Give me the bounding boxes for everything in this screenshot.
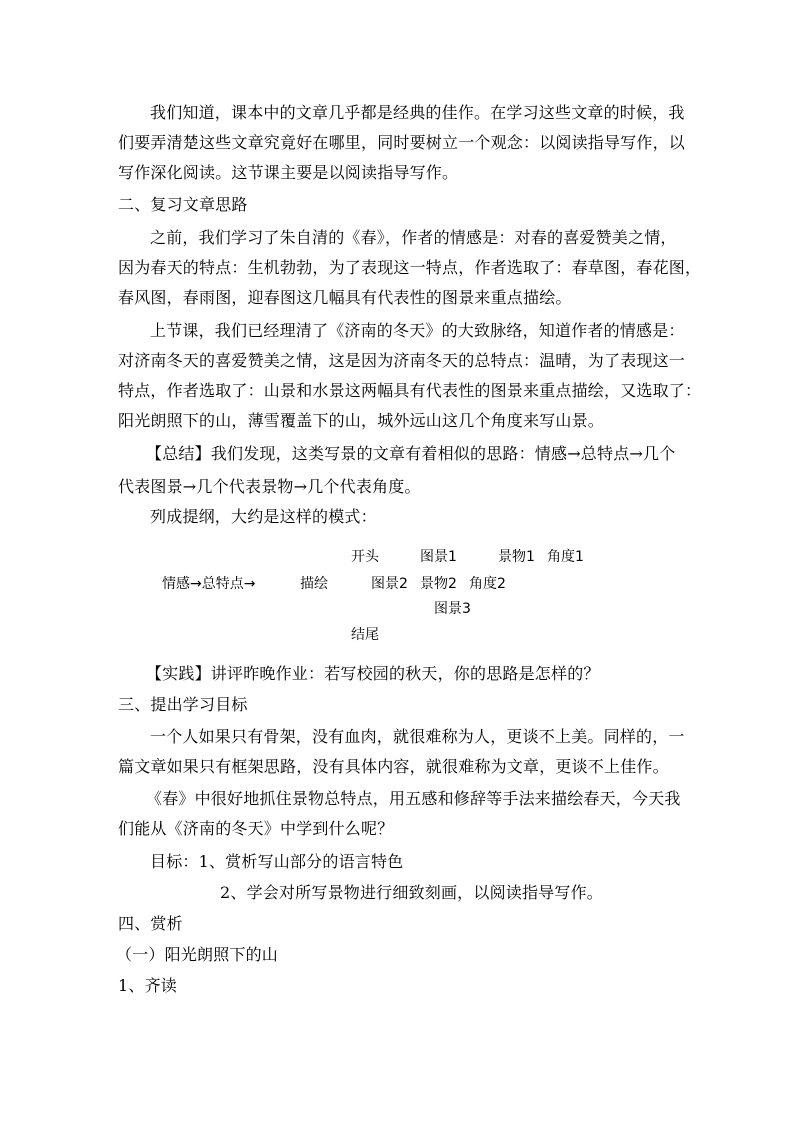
outline-jiewei: 结尾 [351,627,379,643]
paragraph-winter-line1: 上节课，我们已经理清了《济南的冬天》的大致脉络，知道作者的情感是： [150,321,685,340]
section-heading-review: 二、复习文章思路 [118,195,248,214]
outline-jingwu1: 景物1 [498,549,535,565]
goal-item-2: 2、学会对所写景物进行细致刻画，以阅读指导写作。 [220,883,603,902]
outline-miaohui: 描绘 [300,576,328,592]
paragraph-question-line1: 《春》中很好地抓住景物总特点，用五感和修辞等手法来描绘春天，今天我 [146,789,681,808]
paragraph-winter-line4: 阳光朗照下的山，薄雪覆盖下的山，城外远山这几个角度来写山景。 [118,411,605,430]
outline-jiaodu1: 角度1 [547,549,584,565]
section-heading-analysis: 四、赏析 [118,914,183,933]
outline-jiaodu2: 角度2 [469,576,506,592]
paragraph-intro-line2: 们要弄清楚这些文章究竟好在哪里，同时要树立一个观念：以阅读指导写作，以 [118,133,686,152]
paragraph-intro-line3: 写作深化阅读。这节课主要是以阅读指导写作。 [118,163,459,182]
outline-kaitou: 开头 [351,549,379,565]
paragraph-skeleton-line1: 一个人如果只有骨架，没有血肉，就很难称为人，更谈不上美。同样的，一 [150,727,685,746]
paragraph-skeleton-line2: 篇文章如果只有框架思路，没有具体内容，就很难称为文章，更谈不上佳作。 [118,757,669,776]
outline-qinggan: 情感→总特点→ [162,576,256,592]
outline-tujing3: 图景3 [434,601,471,617]
goal-item-1: 目标：1、赏析写山部分的语言特色 [150,852,404,871]
paragraph-outline-intro: 列成提纲，大约是这样的模式： [150,507,377,526]
list-item-read-aloud: 1、齐读 [118,976,177,995]
outline-tujing2: 图景2 [371,576,408,592]
paragraph-spring-line2: 因为春天的特点：生机勃勃，为了表现这一特点，作者选取了：春草图，春花图， [118,258,702,277]
paragraph-spring-line3: 春风图，春雨图，迎春图这几幅具有代表性的图景来重点描绘。 [118,288,572,307]
outline-tujing1: 图景1 [420,549,457,565]
paragraph-intro-line1: 我们知道，课本中的文章几乎都是经典的佳作。在学习这些文章的时候，我 [150,103,685,122]
paragraph-summary-line2: 代表图景→几个代表景物→几个代表角度。 [118,477,421,496]
outline-jingwu2: 景物2 [420,576,457,592]
section-heading-goals: 三、提出学习目标 [118,695,248,714]
paragraph-practice: 【实践】讲评昨晚作业：若写校园的秋天，你的思路是怎样的？ [146,664,600,683]
paragraph-spring-line1: 之前，我们学习了朱自清的《春》，作者的情感是：对春的喜爱赞美之情， [150,228,677,247]
paragraph-summary-line1: 【总结】我们发现，这类写景的文章有着相似的思路：情感→总特点→几个 [146,444,676,463]
paragraph-winter-line2: 对济南冬天的喜爱赞美之情，这是因为济南冬天的总特点：温晴，为了表现这一 [118,351,686,370]
paragraph-question-line2: 们能从《济南的冬天》中学到什么呢？ [118,819,394,838]
paragraph-winter-line3: 特点，作者选取了：山景和水景这两幅具有代表性的图景来重点描绘，又选取了： [118,381,702,400]
subsection-heading-sunlit-mountains: （一）阳光朗照下的山 [116,945,279,964]
